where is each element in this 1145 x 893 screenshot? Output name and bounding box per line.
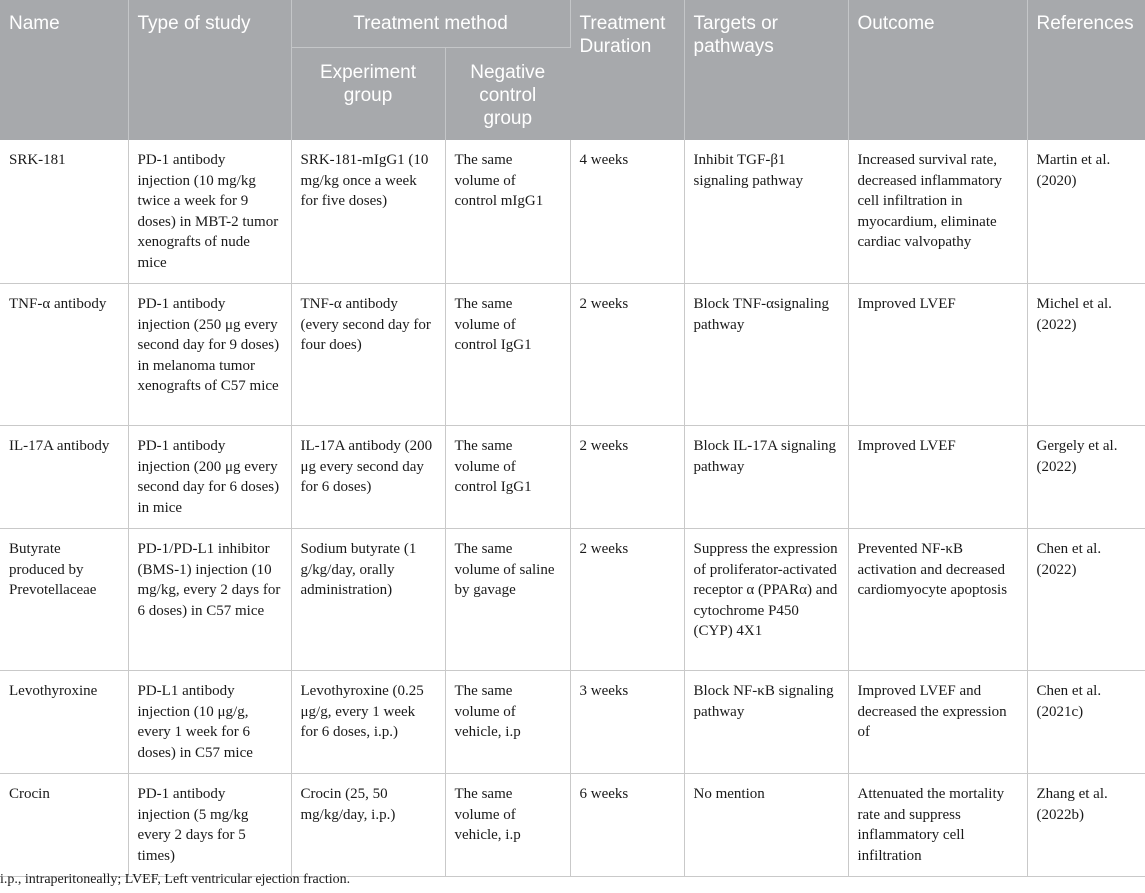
cell-outcome: Increased survival rate, decreased inflammatory cell infiltration in myocardium, eliminate cardiac valvopathy: [848, 140, 1027, 284]
cell-experiment-group: Levothyroxine (0.25 μg/g, every 1 week for 6 doses, i.p.): [291, 671, 445, 774]
cell-negative-control-group: The same volume of control IgG1: [445, 426, 570, 529]
header-name: Name: [0, 0, 128, 140]
cell-references: Chen et al. (2021c): [1027, 671, 1145, 774]
cell-type-of-study: PD-1 antibody injection (250 μg every second day for 9 doses) in melanoma tumor xenografts of C57 mice: [128, 284, 291, 426]
cell-treatment-duration: 2 weeks: [570, 529, 684, 671]
cell-type-of-study: PD-L1 antibody injection (10 μg/g, every 1 week for 6 doses) in C57 mice: [128, 671, 291, 774]
cell-references: Martin et al. (2020): [1027, 140, 1145, 284]
cell-experiment-group: Crocin (25, 50 mg/kg/day, i.p.): [291, 774, 445, 877]
cell-name: Crocin: [0, 774, 128, 877]
table-row: [0, 284, 1145, 426]
cell-outcome: Improved LVEF: [848, 426, 1027, 529]
cell-name: IL-17A antibody: [0, 426, 128, 529]
cell-negative-control-group: The same volume of vehicle, i.p: [445, 671, 570, 774]
cell-negative-control-group: The same volume of saline by gavage: [445, 529, 570, 671]
cell-targets-or-pathways: Inhibit TGF-β1 signaling pathway: [684, 140, 848, 284]
cell-treatment-duration: 2 weeks: [570, 284, 684, 426]
table-row: [0, 426, 1145, 529]
cell-outcome: Attenuated the mortality rate and suppress inflammatory cell infiltration: [848, 774, 1027, 877]
cell-targets-or-pathways: No mention: [684, 774, 848, 877]
cell-experiment-group: SRK-181-mIgG1 (10 mg/kg once a week for five doses): [291, 140, 445, 284]
cell-experiment-group: IL-17A antibody (200 μg every second day for 6 doses): [291, 426, 445, 529]
cell-type-of-study: PD-1 antibody injection (5 mg/kg every 2 days for 5 times): [128, 774, 291, 877]
cell-targets-or-pathways: Block IL-17A signaling pathway: [684, 426, 848, 529]
header-negative-control-group: Negative control group: [445, 48, 570, 141]
table-row: [0, 529, 1145, 671]
table-row: [0, 774, 1145, 877]
cell-references: Michel et al. (2022): [1027, 284, 1145, 426]
table-footnote: i.p., intraperitoneally; LVEF, Left ventricular ejection fraction.: [0, 872, 351, 887]
cell-references: Gergely et al. (2022): [1027, 426, 1145, 529]
header-outcome: Outcome: [848, 0, 1027, 140]
table-row: [0, 140, 1145, 284]
cell-type-of-study: PD-1 antibody injection (200 μg every second day for 6 doses) in mice: [128, 426, 291, 529]
cell-treatment-duration: 4 weeks: [570, 140, 684, 284]
header-treatment-method: Treatment method: [291, 0, 570, 48]
cell-outcome: Improved LVEF and decreased the expression of: [848, 671, 1027, 774]
header-treatment-duration: Treatment Duration: [570, 0, 684, 140]
cell-negative-control-group: The same volume of control IgG1: [445, 284, 570, 426]
cell-treatment-duration: 3 weeks: [570, 671, 684, 774]
cell-name: TNF-α antibody: [0, 284, 128, 426]
cell-experiment-group: TNF-α antibody (every second day for four does): [291, 284, 445, 426]
cell-references: Chen et al. (2022): [1027, 529, 1145, 671]
cell-negative-control-group: The same volume of control mIgG1: [445, 140, 570, 284]
table-row: [0, 671, 1145, 774]
cell-treatment-duration: 2 weeks: [570, 426, 684, 529]
cell-type-of-study: PD-1/PD-L1 inhibitor (BMS-1) injection (10 mg/kg, every 2 days for 6 doses) in C57 mice: [128, 529, 291, 671]
header-targets-or-pathways: Targets or pathways: [684, 0, 848, 140]
cell-outcome: Prevented NF-κB activation and decreased cardiomyocyte apoptosis: [848, 529, 1027, 671]
cell-type-of-study: PD-1 antibody injection (10 mg/kg twice a week for 9 doses) in MBT-2 tumor xenografts of nude mice: [128, 140, 291, 284]
table-header: [0, 0, 1145, 140]
cell-experiment-group: Sodium butyrate (1 g/kg/day, orally administration): [291, 529, 445, 671]
header-experiment-group: Experiment group: [291, 48, 445, 141]
cell-outcome: Improved LVEF: [848, 284, 1027, 426]
header-references: References: [1027, 0, 1145, 140]
cell-name: SRK-181: [0, 140, 128, 284]
cell-targets-or-pathways: Block TNF-αsignaling pathway: [684, 284, 848, 426]
cell-treatment-duration: 6 weeks: [570, 774, 684, 877]
cell-targets-or-pathways: Suppress the expression of proliferator-activated receptor α (PPARα) and cytochrome P450 (CYP) 4X1: [684, 529, 848, 671]
cell-name: Levothyroxine: [0, 671, 128, 774]
cell-negative-control-group: The same volume of vehicle, i.p: [445, 774, 570, 877]
cell-targets-or-pathways: Block NF-κB signaling pathway: [684, 671, 848, 774]
cell-name: Butyrate produced by Prevotellaceae: [0, 529, 128, 671]
header-type-of-study: Type of study: [128, 0, 291, 140]
cell-references: Zhang et al. (2022b): [1027, 774, 1145, 877]
